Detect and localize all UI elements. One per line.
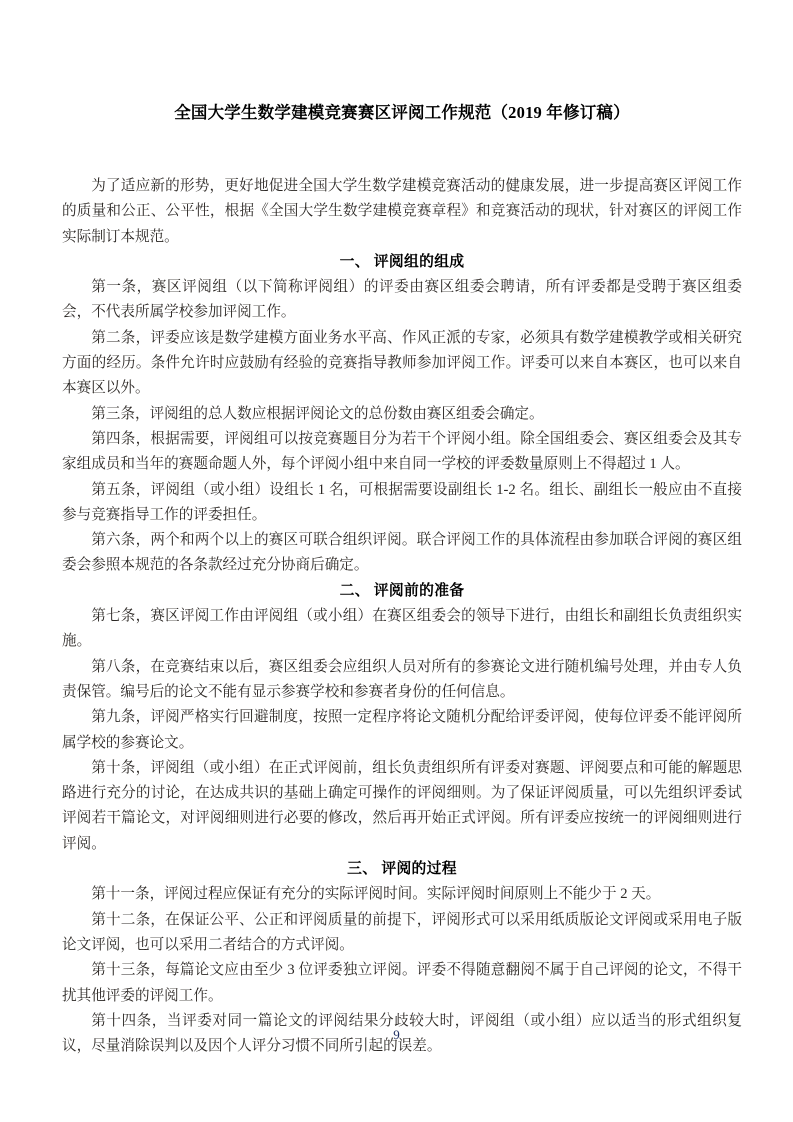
- paragraph-article-1: 第一条，赛区评阅组（以下简称评阅组）的评委由赛区组委会聘请，所有评委都是受聘于赛区组委会，不代表所属学校参加评阅工作。: [62, 279, 742, 321]
- section-heading-1: 一、 评阅组的组成: [339, 253, 465, 270]
- preamble-paragraph: 为了适应新的形势，更好地促进全国大学生数学建模竞赛活动的健康发展，进一步提高赛区评阅工作的质量和公正、公平性，根据《全国大学生数学建模竞赛章程》和竞赛活动的现状，针对赛区的评阅工作实际制订本规范。: [62, 178, 742, 245]
- paragraph-article-6: 第六条，两个和两个以上的赛区可联合组织评阅。联合评阅工作的具体流程由参加联合评阅的赛区组委会参照本规范的各条款经过充分协商后确定。: [62, 532, 742, 574]
- paragraph-article-13: 第十三条，每篇论文应由至少 3 位评委独立评阅。评委不得随意翻阅不属于自己评阅的论文，不得干扰其他评委的评阅工作。: [62, 962, 742, 1004]
- paragraph-article-11: 第十一条，评阅过程应保证有充分的实际评阅时间。实际评阅时间原则上不能少于 2 天。: [91, 886, 661, 903]
- section-heading-2: 二、 评阅前的准备: [339, 582, 465, 599]
- paragraph-article-4: 第四条，根据需要，评阅组可以按竞赛题目分为若干个评阅小组。除全国组委会、赛区组委会及其专家组成员和当年的赛题命题人外，每个评阅小组中来自同一学校的评委数量原则上不得超过 1 人。: [62, 430, 742, 473]
- paragraph-article-8: 第八条，在竞赛结束以后，赛区组委会应组织人员对所有的参赛论文进行随机编号处理，并由专人负责保管。编号后的论文不能有显示参赛学校和参赛者身份的任何信息。: [62, 658, 742, 700]
- paragraph-article-3: 第三条，评阅组的总人数应根据评阅论文的总份数由赛区组委会确定。: [91, 405, 544, 422]
- paragraph-article-14: 第十四条，当评委对同一篇论文的评阅结果分歧较大时，评阅组（或小组）应以适当的形式组织复议，尽量消除误判以及因个人评分习惯不同所引起的误差。: [62, 1012, 742, 1055]
- page-title: 全国大学生数学建模竞赛赛区评阅工作规范（2019 年修订稿）: [174, 103, 630, 122]
- document-body: [62, 0, 742, 1059]
- paragraph-article-7: 第七条，赛区评阅工作由评阅组（或小组）在赛区组委会的领导下进行，由组长和副组长负责组织实施。: [62, 608, 742, 650]
- title-spacer: [62, 125, 742, 174]
- paragraph-article-10: 第十条，评阅组（或小组）在正式评阅前，组长负责组织所有评委对赛题、评阅要点和可能的解题思路进行充分的讨论，在达成共识的基础上确定可操作的评阅细则。为了保证评阅质量，可以先组织评委试评阅若干篇论文，对评阅细则进行必要的修改，然后再开始正式评阅。所有评委应按统一的评阅细则进行评阅。: [62, 759, 742, 852]
- page-number: 9: [393, 1027, 400, 1042]
- paragraph-article-5: 第五条，评阅组（或小组）设组长 1 名，可根据需要设副组长 1-2 名。组长、副组长一般应由不直接参与竞赛指导工作的评委担任。: [62, 481, 742, 523]
- paragraph-article-9: 第九条，评阅严格实行回避制度，按照一定程序将论文随机分配给评委评阅，使每位评委不能评阅所属学校的参赛论文。: [62, 709, 742, 751]
- paragraph-article-12: 第十二条，在保证公平、公正和评阅质量的前提下，评阅形式可以采用纸质版论文评阅或采用电子版论文评阅，也可以采用二者结合的方式评阅。: [62, 911, 742, 953]
- section-heading-3: 三、 评阅的过程: [347, 861, 457, 878]
- paragraph-article-2: 第二条，评委应该是数学建模方面业务水平高、作风正派的专家，必须具有数学建模教学或相关研究方面的经历。条件允许时应鼓励有经验的竞赛指导教师参加评阅工作。评委可以来自本赛区，也可以来自本赛区以外。: [62, 329, 742, 397]
